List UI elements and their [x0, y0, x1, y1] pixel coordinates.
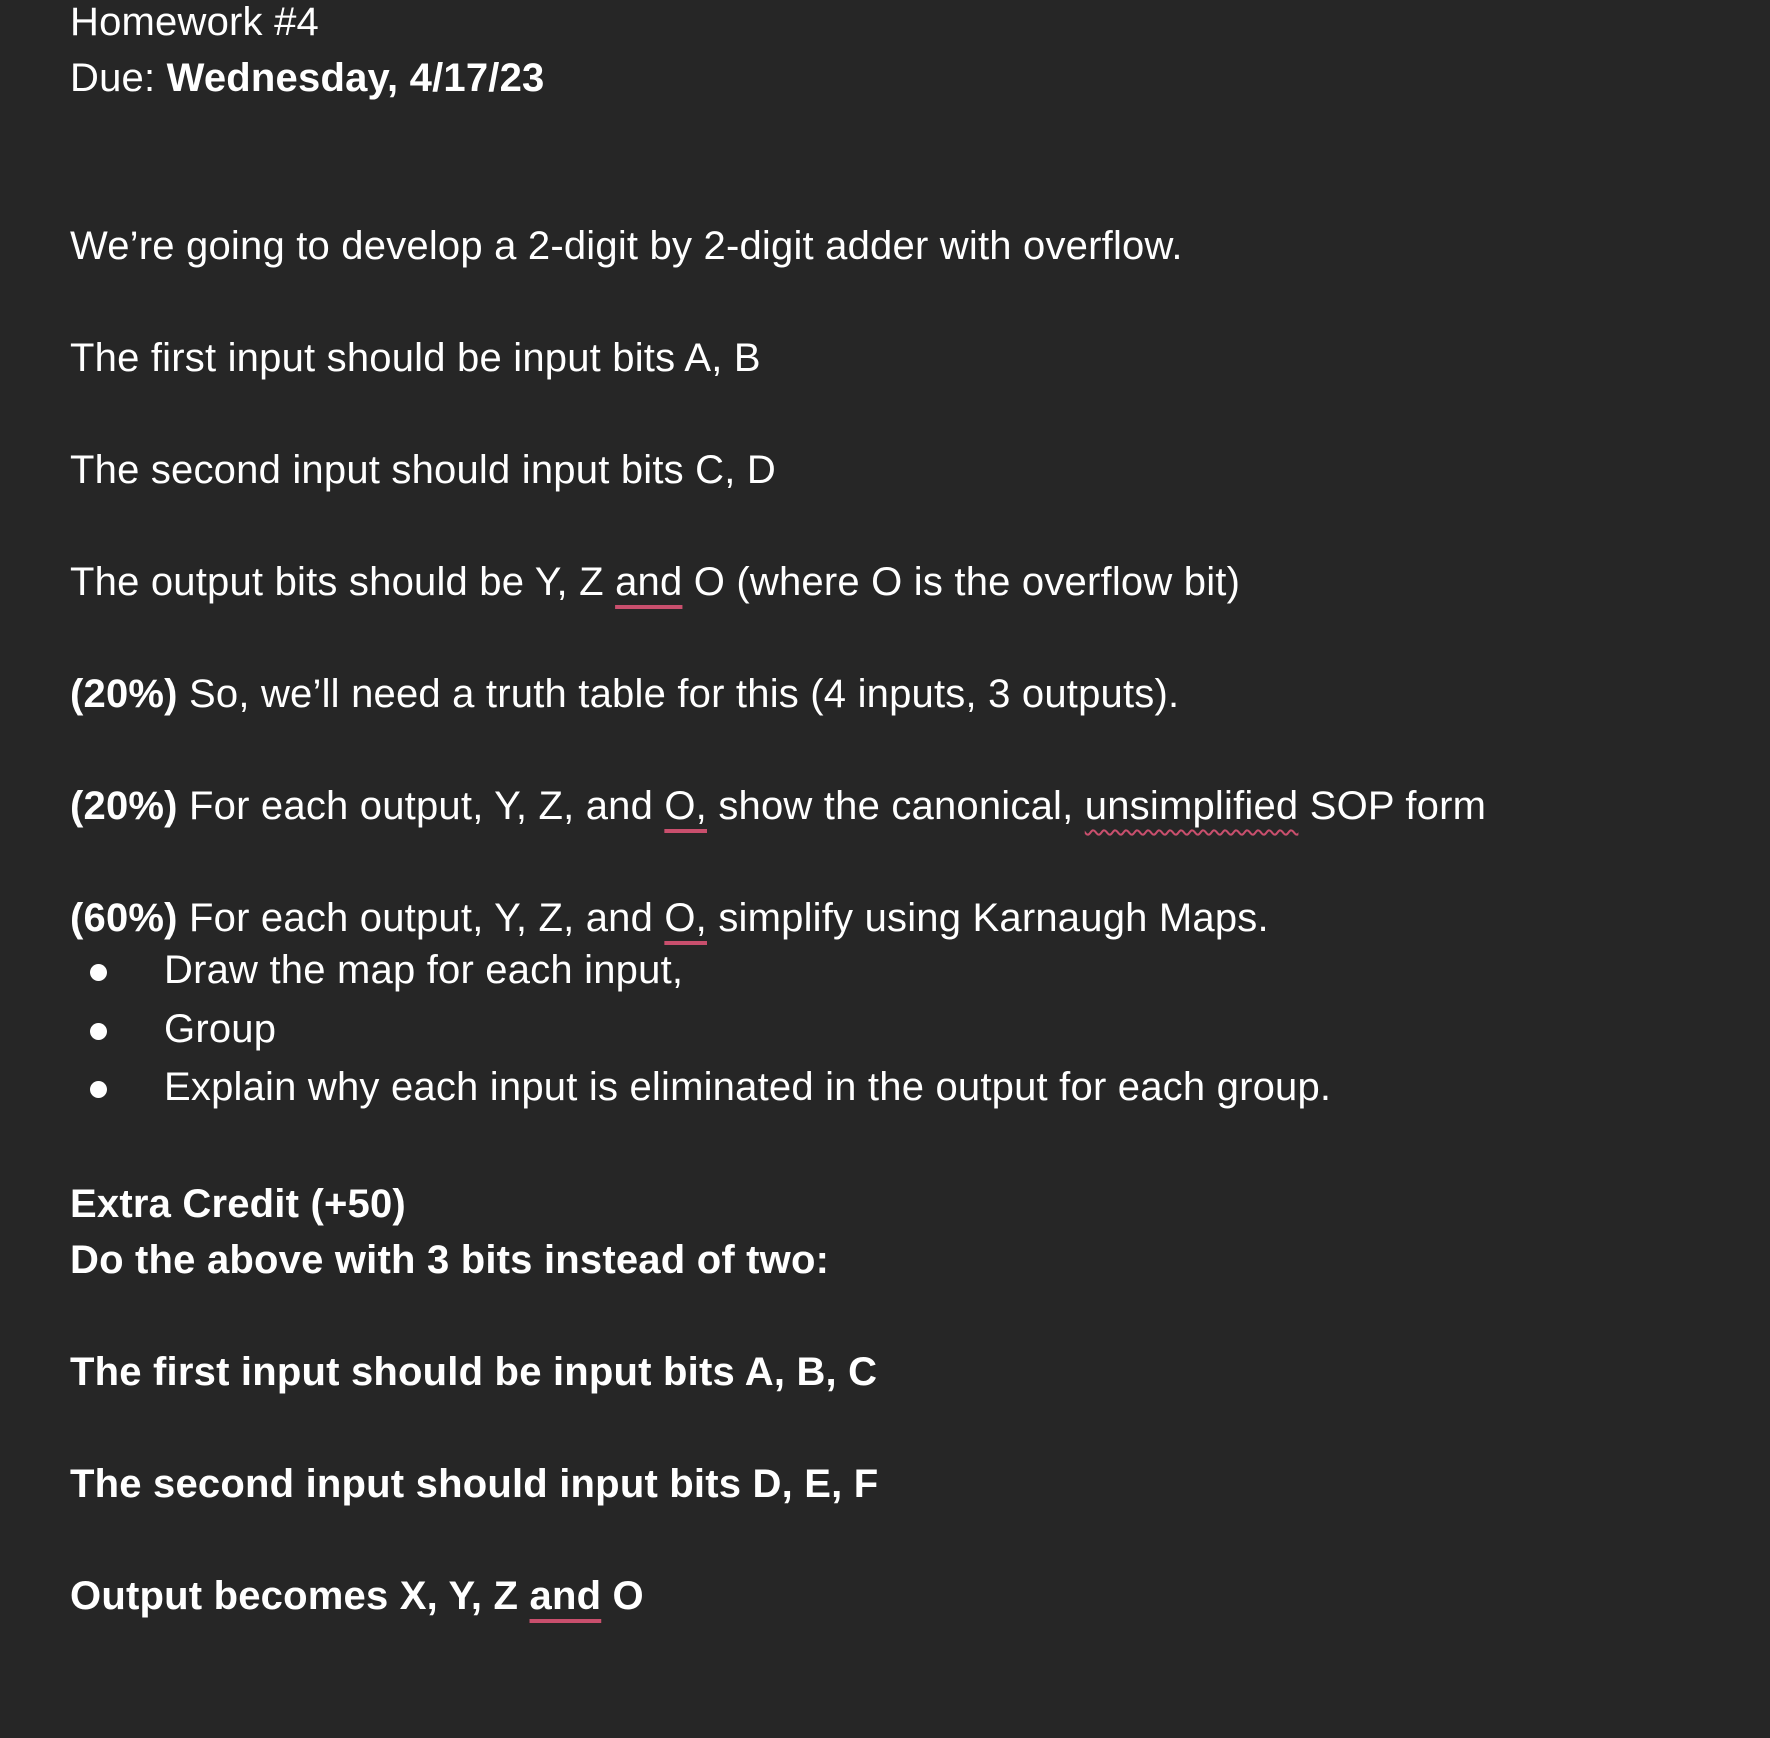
output-bits-text-end: O (where O is the overflow bit) [682, 560, 1241, 604]
first-input-paragraph: The first input should be input bits A, B [70, 336, 761, 380]
list-item [70, 1067, 1331, 1126]
kmap-text: For each output, Y, Z, and [177, 896, 665, 940]
output-bits-paragraph [70, 562, 1240, 602]
due-line [70, 58, 545, 98]
due-date: Wednesday, 4/17/23 [166, 56, 545, 100]
extra-credit-heading: Extra Credit (+50) [70, 1182, 406, 1226]
due-label: Due: [70, 56, 167, 100]
second-input-paragraph: The second input should input bits C, D [70, 448, 776, 492]
sop-text-end: SOP form [1298, 784, 1487, 828]
proofing-underline-and-extra[interactable]: and [529, 1574, 602, 1618]
extra-credit-second-input: The second input should input bits D, E, F [70, 1462, 879, 1506]
extra-credit-output-text-end: O [601, 1574, 644, 1618]
bullet-icon [90, 964, 107, 981]
spelling-underline-unsimplified[interactable]: unsimplified [1084, 784, 1299, 828]
list-item-text: Group [164, 1006, 277, 1051]
bullet-icon [90, 1081, 107, 1098]
sop-paragraph [70, 786, 1486, 826]
list-item-text: Draw the map for each input, [164, 948, 684, 992]
sop-weight: (20%) [70, 784, 178, 828]
list-item [70, 950, 1331, 1009]
proofing-underline-o-kmap[interactable]: O, [664, 896, 707, 940]
bullet-icon [90, 1023, 107, 1040]
kmap-paragraph [70, 898, 1269, 938]
list-item-text: Explain why each input is eliminated in the output for each group. [164, 1065, 1332, 1109]
list-item [70, 1006, 1331, 1068]
intro-paragraph: We’re going to develop a 2-digit by 2-digit adder with overflow. [70, 224, 1183, 268]
truth-table-weight: (20%) [70, 672, 178, 716]
proofing-underline-and[interactable]: and [615, 560, 683, 604]
extra-credit-output [70, 1576, 644, 1616]
extra-credit-output-text: Output becomes X, Y, Z [70, 1574, 530, 1618]
proofing-underline-o[interactable]: O, [664, 784, 707, 828]
kmap-weight: (60%) [70, 896, 178, 940]
sop-text: For each output, Y, Z, and [177, 784, 665, 828]
kmap-steps-list [70, 950, 1331, 1126]
extra-credit-first-input: The first input should be input bits A, B, C [70, 1350, 878, 1394]
output-bits-text: The output bits should be Y, Z [70, 560, 616, 604]
homework-title: Homework #4 [70, 0, 319, 44]
kmap-text-end: simplify using Karnaugh Maps. [707, 896, 1269, 940]
truth-table-paragraph [70, 674, 1179, 714]
sop-text-mid: show the canonical, [707, 784, 1085, 828]
truth-table-text: So, we’ll need a truth table for this (4 inputs, 3 outputs). [177, 672, 1180, 716]
extra-credit-instruction: Do the above with 3 bits instead of two: [70, 1238, 830, 1282]
